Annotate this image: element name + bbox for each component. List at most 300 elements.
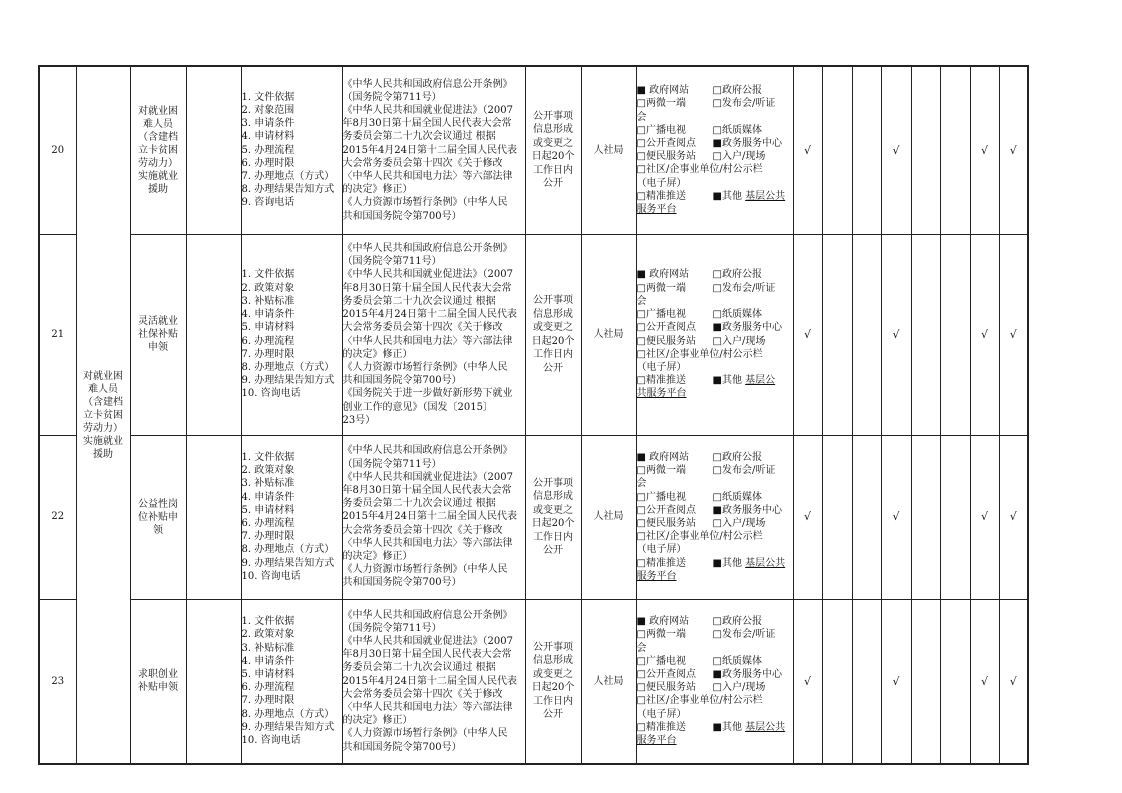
channel-option	[713, 111, 793, 124]
channel-option: □入户/现场	[712, 335, 766, 347]
channel-option	[713, 734, 793, 747]
content-item: 3. 申请条件	[241, 118, 295, 130]
channel-row	[637, 163, 793, 176]
timing-line: 工作日内	[533, 695, 573, 707]
legal-basis-line: 〈中华人民共和国电力法〉等六部法律	[342, 537, 513, 549]
content-item: 6. 办理流程	[241, 518, 295, 529]
legal-basis-line: 的决定》修正）	[342, 184, 413, 196]
check-mark-cell: √	[999, 435, 1028, 599]
channel-option: ■ 政府网站	[636, 616, 690, 628]
channel-row	[637, 543, 793, 556]
legal-basis-line: 《中华人民共和国就业促进法》（2007	[342, 269, 513, 281]
legal-basis-line: 《中华人民共和国政府信息公开条例》	[342, 243, 513, 255]
legal-basis-line: 《人力资源市场暂行条例》（中华人民	[342, 361, 508, 373]
legal-basis-line: 《国务院关于进一步做好新形势下就业	[342, 388, 513, 400]
content-item: 2. 政策对象	[241, 465, 295, 477]
channel-option: □入户/现场	[712, 151, 766, 163]
channel-option: □社区/企事业单位/村公示栏	[636, 531, 763, 543]
channel-option: 服务平台	[636, 570, 677, 582]
channel-row	[637, 628, 793, 641]
timing-line: 或变更之	[533, 668, 573, 680]
channel-option: □公开查阅点	[636, 138, 696, 150]
content-item: 7. 办理时限	[241, 531, 295, 543]
channel-option: □两微一端	[636, 98, 686, 110]
channel-option	[713, 694, 793, 707]
legal-basis-line: 务委员会第二十九次会议通过 根据	[342, 131, 496, 143]
channel-option	[713, 361, 793, 374]
empty-cell	[186, 66, 241, 234]
content-item: 9. 咨询电话	[241, 197, 295, 209]
check-mark-cell: √	[793, 599, 822, 764]
item-name-line: 求职创业	[138, 669, 178, 681]
subject-cell: 人社局	[581, 66, 636, 234]
channel-option: ■政务服务中心	[712, 138, 782, 150]
timing-line: 或变更之	[533, 137, 573, 149]
empty-mark-cell	[852, 66, 881, 234]
legal-basis-line: （国务院令第711号）	[342, 458, 442, 470]
legal-basis-line: 《中华人民共和国政府信息公开条例》	[342, 445, 513, 457]
legal-basis-line: 《人力资源市场暂行条例》（中华人民	[342, 564, 508, 576]
content-item: 3. 补贴标准	[241, 478, 295, 490]
content-item: 9. 办理结果告知方式	[241, 557, 335, 569]
empty-mark-cell	[911, 234, 940, 435]
empty-mark-cell	[940, 435, 970, 599]
channel-option: □纸质媒体	[712, 655, 762, 667]
content-item: 1. 文件依据	[241, 451, 295, 463]
check-mark-cell: √	[881, 66, 911, 234]
channel-option: □便民服务站	[636, 151, 696, 163]
channel-row	[637, 668, 793, 681]
timing-line: 日起20个	[531, 335, 575, 347]
timing-line: 公开	[543, 709, 563, 721]
channel-row	[637, 97, 793, 110]
legal-basis-line: 2015年4月24日第十二届全国人民代表	[342, 144, 518, 156]
channel-row	[637, 477, 793, 490]
legal-basis-line: 〈中华人民共和国电力法〉等六部法律	[342, 702, 513, 714]
channel-option: ■政务服务中心	[712, 322, 782, 334]
channel-row	[637, 557, 793, 570]
channel-option: ■ 政府网站	[636, 85, 690, 97]
channel-row	[637, 190, 793, 203]
channel-option: 共服务平台	[636, 388, 687, 400]
item-name-line: 位补贴申	[138, 511, 178, 523]
legal-basis-line: 2015年4月24日第十二届全国人民代表	[342, 309, 518, 321]
item-name-line: 灵活就业	[138, 316, 178, 327]
channel-option: □政府公报	[712, 616, 762, 628]
channel-row	[637, 111, 793, 124]
check-mark-cell: √	[999, 234, 1028, 435]
channel-row	[637, 124, 793, 137]
channel-option: □两微一端	[636, 629, 686, 641]
legal-basis-cell	[342, 66, 525, 234]
timing-cell	[525, 599, 581, 764]
timing-line: 信息形成	[533, 491, 573, 502]
content-item: 10. 咨询电话	[241, 388, 301, 400]
channel-option: □精准推送	[636, 375, 686, 387]
table-row	[39, 234, 1028, 435]
legal-basis-line: 务委员会第二十九次会议通过 根据	[342, 498, 496, 510]
channel-row	[637, 282, 793, 295]
subject-cell: 人社局	[581, 435, 636, 599]
check-mark-cell: √	[970, 66, 999, 234]
timing-line: 信息形成	[533, 308, 573, 320]
item-name-line: 补贴申领	[138, 682, 178, 694]
legal-basis-line: （国务院令第711号）	[342, 256, 442, 268]
legal-basis-line: 的决定》修正）	[342, 715, 413, 727]
content-item: 9. 办理结果告知方式	[241, 721, 335, 733]
subject-cell: 人社局	[581, 234, 636, 435]
content-item: 5. 申请材料	[241, 669, 295, 681]
channel-option: □广播电视	[636, 309, 686, 321]
channel-option: □两微一端	[636, 465, 686, 477]
timing-line: 公开事项	[533, 110, 573, 122]
timing-cell	[525, 435, 581, 599]
content-list-cell	[241, 435, 342, 599]
legal-basis-line: 23号）	[342, 414, 376, 426]
channel-option: □公开查阅点	[636, 669, 696, 681]
content-item: 8. 办理地点（方式）	[241, 708, 335, 720]
content-item: 10. 咨询电话	[241, 735, 301, 747]
item-name-cell	[130, 435, 186, 599]
channel-option: □发布会/听证	[712, 282, 776, 294]
legal-basis-line: 年8月30日第十届全国人民代表大会常	[342, 649, 512, 661]
item-name-cell	[130, 66, 186, 234]
channel-option: （电子屏）	[636, 544, 687, 556]
channel-row	[637, 451, 793, 464]
channels-cell	[636, 234, 793, 435]
channel-row	[637, 708, 793, 721]
check-mark-cell: √	[881, 435, 911, 599]
timing-line: 公开事项	[533, 641, 573, 653]
channel-option: □入户/现场	[712, 682, 766, 694]
item-name-line: 实施就业	[138, 170, 178, 182]
empty-mark-cell	[822, 435, 852, 599]
channel-option: □纸质媒体	[712, 124, 762, 136]
content-item: 9. 办理结果告知方式	[241, 375, 335, 387]
channels-cell	[636, 66, 793, 234]
channel-option: 会	[636, 111, 647, 123]
content-item: 10. 咨询电话	[241, 570, 301, 582]
legal-basis-line: 的决定》修正）	[342, 551, 413, 562]
channel-option: ■其他 基层公共	[712, 190, 786, 202]
content-item: 8. 办理地点（方式）	[241, 361, 335, 373]
legal-basis-line: 大会常务委员会第十四次《关于修改	[342, 157, 503, 169]
channel-row	[637, 694, 793, 707]
channel-option: ■其他 基层公	[712, 375, 776, 387]
channel-row	[637, 348, 793, 361]
content-item: 7. 办理地点（方式）	[241, 171, 335, 183]
row-number: 21	[39, 234, 76, 435]
legal-basis-line: （国务院令第711号）	[342, 91, 442, 103]
channel-option	[713, 642, 793, 655]
channel-row	[637, 387, 793, 400]
content-item: 4. 申请条件	[241, 655, 295, 667]
timing-line: 工作日内	[533, 349, 573, 360]
content-item: 2. 政策对象	[241, 282, 295, 294]
channel-option	[713, 543, 793, 556]
legal-basis-line: 《中华人民共和国政府信息公开条例》	[342, 609, 513, 621]
content-item: 6. 办理时限	[241, 157, 295, 169]
legal-basis-line: （国务院令第711号）	[342, 622, 442, 634]
table-row	[39, 599, 1028, 764]
channel-option	[713, 203, 793, 216]
channel-option: □纸质媒体	[712, 309, 762, 321]
channel-row	[637, 308, 793, 321]
content-item: 4. 申请材料	[241, 131, 295, 143]
channel-option: （电子屏）	[636, 361, 687, 373]
timing-line: 工作日内	[533, 164, 573, 176]
content-item: 4. 申请条件	[241, 491, 295, 503]
category-line: 立卡贫困	[83, 409, 123, 421]
content-item: 3. 补贴标准	[241, 642, 295, 654]
legal-basis-cell	[342, 435, 525, 599]
channel-option: ■ 政府网站	[636, 269, 690, 281]
platform-name: 基层公共	[745, 721, 786, 733]
category-line: 劳动力）	[83, 422, 123, 434]
empty-mark-cell	[852, 234, 881, 435]
timing-line: 日起20个	[531, 151, 575, 163]
legal-basis-line: 《人力资源市场暂行条例》（中华人民	[342, 197, 508, 209]
channel-option: ■其他 基层公共	[712, 721, 786, 733]
content-item: 5. 申请材料	[241, 322, 295, 334]
content-item: 8. 办理结果告知方式	[241, 184, 335, 196]
empty-mark-cell	[852, 599, 881, 764]
channel-row	[637, 374, 793, 387]
item-name-cell	[130, 234, 186, 435]
channel-option: □精准推送	[636, 557, 686, 569]
channel-row	[637, 504, 793, 517]
empty-mark-cell	[911, 66, 940, 234]
channel-option: □精准推送	[636, 190, 686, 202]
channel-row	[637, 734, 793, 747]
legal-basis-line: 大会常务委员会第十四次《关于修改	[342, 688, 503, 700]
legal-basis-line: 的决定》修正）	[342, 348, 413, 360]
channel-option: □精准推送	[636, 721, 686, 733]
channel-row	[637, 321, 793, 334]
timing-line: 工作日内	[533, 531, 573, 543]
channel-option	[713, 348, 793, 361]
platform-name: 基层公共	[745, 190, 786, 202]
empty-cell	[186, 599, 241, 764]
content-item: 7. 办理时限	[241, 695, 295, 707]
content-item: 5. 办理流程	[241, 144, 295, 156]
channel-option: □两微一端	[636, 282, 686, 294]
timing-line: 公开	[543, 545, 563, 556]
channel-option: ■ 政府网站	[636, 451, 690, 463]
check-mark-cell: √	[793, 234, 822, 435]
check-mark-cell: √	[793, 66, 822, 234]
category-line: 对就业困	[83, 370, 123, 382]
channel-row	[637, 642, 793, 655]
category-line: 难人员	[88, 383, 118, 395]
channel-option: □公开查阅点	[636, 504, 696, 516]
channel-option: □广播电视	[636, 491, 686, 503]
channel-option	[713, 177, 793, 190]
channel-option: □公开查阅点	[636, 322, 696, 334]
timing-line: 或变更之	[533, 322, 573, 333]
timing-cell	[525, 66, 581, 234]
channel-option: □社区/企事业单位/村公示栏	[636, 695, 763, 707]
check-mark-cell: √	[970, 599, 999, 764]
legal-basis-line: 务委员会第二十九次会议通过 根据	[342, 295, 496, 307]
legal-basis-line: 大会常务委员会第十四次《关于修改	[342, 524, 503, 536]
content-item: 7. 办理时限	[241, 348, 295, 360]
legal-basis-line: 共和国国务院令第700号）	[342, 375, 462, 387]
content-list-cell	[241, 599, 342, 764]
empty-mark-cell	[822, 66, 852, 234]
channel-option: □便民服务站	[636, 518, 696, 529]
legal-basis-line: 《中华人民共和国就业促进法》（2007	[342, 105, 513, 117]
content-item: 1. 文件依据	[241, 91, 295, 103]
channel-option: □发布会/听证	[712, 98, 776, 110]
channel-option: □便民服务站	[636, 682, 696, 694]
content-item: 2. 政策对象	[241, 629, 295, 641]
channel-option: □政府公报	[712, 85, 762, 97]
timing-line: 日起20个	[531, 518, 575, 529]
empty-mark-cell	[911, 599, 940, 764]
channel-row	[637, 681, 793, 694]
item-name-line: 劳动力）	[138, 157, 178, 169]
timing-line: 公开事项	[533, 477, 573, 489]
channel-option: 服务平台	[636, 735, 677, 747]
item-name-line: 社保补贴	[138, 329, 178, 340]
content-item: 1. 文件依据	[241, 616, 295, 628]
timing-line: 信息形成	[533, 655, 573, 667]
content-item: 2. 对象范围	[241, 105, 295, 117]
table-row	[39, 66, 1028, 234]
content-item: 6. 办理流程	[241, 335, 295, 347]
channel-row	[637, 615, 793, 628]
timing-line: 公开事项	[533, 295, 573, 306]
empty-cell	[186, 435, 241, 599]
channel-option: □广播电视	[636, 124, 686, 136]
legal-basis-line: 〈中华人民共和国电力法〉等六部法律	[342, 335, 513, 347]
channel-row	[637, 268, 793, 281]
channel-option	[713, 530, 793, 543]
timing-cell	[525, 234, 581, 435]
platform-name: 基层公共	[745, 557, 786, 569]
subject-cell: 人社局	[581, 599, 636, 764]
channel-option: □社区/企事业单位/村公示栏	[636, 164, 763, 176]
legal-basis-line: 《中华人民共和国政府信息公开条例》	[342, 78, 513, 90]
content-item: 8. 办理地点（方式）	[241, 544, 335, 556]
category-line: 实施就业	[83, 435, 123, 447]
legal-basis-line: 年8月30日第十届全国人民代表大会常	[342, 118, 512, 130]
row-number: 22	[39, 435, 76, 599]
legal-basis-line: 《中华人民共和国就业促进法》（2007	[342, 471, 513, 483]
channel-row	[637, 530, 793, 543]
legal-basis-line: 共和国国务院令第700号）	[342, 741, 462, 753]
table-row	[39, 435, 1028, 599]
timing-line: 公开	[543, 362, 563, 374]
channels-cell	[636, 435, 793, 599]
legal-basis-line: 〈中华人民共和国电力法〉等六部法律	[342, 171, 513, 183]
empty-mark-cell	[822, 599, 852, 764]
item-name-line: 援助	[148, 183, 168, 195]
channel-option	[713, 570, 793, 583]
channels-cell	[636, 599, 793, 764]
check-mark-cell: √	[999, 599, 1028, 764]
channel-option: （电子屏）	[636, 708, 687, 720]
channel-option: 会	[636, 295, 647, 307]
legal-basis-line: 创业工作的意见》（国发〔2015〕	[342, 401, 493, 413]
timing-line: 公开	[543, 178, 563, 190]
legal-basis-line: 2015年4月24日第十二届全国人民代表	[342, 511, 518, 523]
channel-row	[637, 570, 793, 583]
channel-option: □政府公报	[712, 269, 762, 281]
content-item: 1. 文件依据	[241, 269, 295, 281]
channel-row	[637, 203, 793, 216]
legal-basis-line: 大会常务委员会第十四次《关于修改	[342, 322, 503, 334]
empty-cell	[186, 234, 241, 435]
content-list-cell	[241, 234, 342, 435]
channel-row	[637, 335, 793, 348]
row-number: 23	[39, 599, 76, 764]
channel-option: ■政务服务中心	[712, 669, 782, 681]
legal-basis-line: 年8月30日第十届全国人民代表大会常	[342, 282, 512, 294]
timing-line: 或变更之	[533, 504, 573, 516]
item-name-line: 申领	[148, 342, 168, 353]
empty-mark-cell	[822, 234, 852, 435]
channel-option: □广播电视	[636, 655, 686, 667]
channel-option	[713, 708, 793, 721]
timing-line: 信息形成	[533, 124, 573, 136]
channel-option	[713, 387, 793, 400]
channel-option: □政府公报	[712, 451, 762, 463]
channel-row	[637, 137, 793, 150]
row-number: 20	[39, 66, 76, 234]
legal-basis-line: 《中华人民共和国就业促进法》（2007	[342, 636, 513, 648]
channel-option: □发布会/听证	[712, 629, 776, 641]
legal-basis-cell	[342, 234, 525, 435]
check-mark-cell: √	[970, 435, 999, 599]
legal-basis-line: 共和国国务院令第700号）	[342, 210, 462, 222]
channel-row	[637, 177, 793, 190]
category-line: 援助	[93, 448, 113, 460]
timing-line: 日起20个	[531, 682, 575, 694]
item-name-line: 领	[153, 524, 163, 536]
item-name-line: 对就业困	[138, 105, 178, 117]
channel-row	[637, 295, 793, 308]
item-name-line: （含建档	[138, 131, 178, 143]
channel-option: ■政务服务中心	[712, 504, 782, 516]
legal-basis-line: 务委员会第二十九次会议通过 根据	[342, 662, 496, 674]
channel-option: （电子屏）	[636, 177, 687, 189]
legal-basis-line: 《人力资源市场暂行条例》（中华人民	[342, 728, 508, 740]
channel-option: ■其他 基层公共	[712, 557, 786, 569]
item-name-cell	[130, 599, 186, 764]
channel-row	[637, 655, 793, 668]
channel-option: 会	[636, 642, 647, 654]
empty-mark-cell	[940, 599, 970, 764]
empty-mark-cell	[852, 435, 881, 599]
channel-row	[637, 491, 793, 504]
disclosure-table	[38, 65, 1029, 765]
platform-name: 基层公	[745, 375, 776, 387]
channel-row	[637, 84, 793, 97]
empty-mark-cell	[940, 234, 970, 435]
check-mark-cell: √	[881, 599, 911, 764]
channel-row	[637, 517, 793, 530]
channel-option: □发布会/听证	[712, 465, 776, 477]
check-mark-cell: √	[999, 66, 1028, 234]
check-mark-cell: √	[881, 234, 911, 435]
category-line: （含建档	[83, 396, 123, 408]
legal-basis-line: 2015年4月24日第十二届全国人民代表	[342, 675, 518, 687]
item-name-line: 立卡贫困	[138, 144, 178, 156]
empty-mark-cell	[940, 66, 970, 234]
channel-option: □便民服务站	[636, 335, 696, 347]
